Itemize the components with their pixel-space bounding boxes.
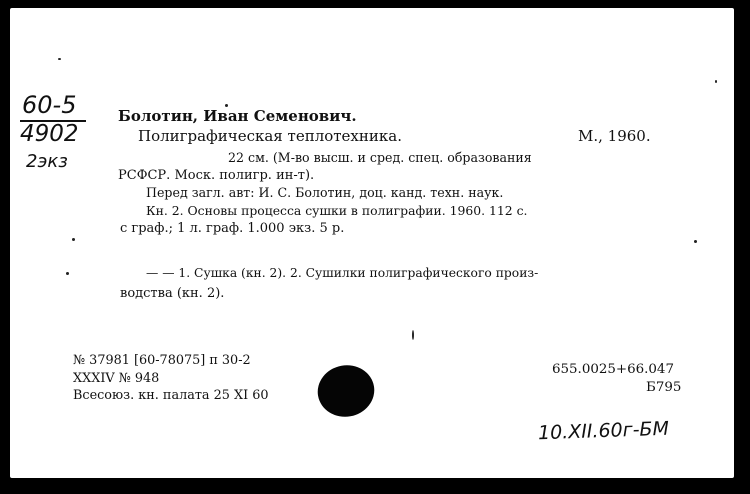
speck — [715, 80, 717, 83]
subject-headings-line-1: — — 1. Сушка (кн. 2). 2. Сушилки полиграфического произ- — [146, 266, 539, 280]
entry-line-3: 22 см. (М-во высш. и сред. спец. образования — [228, 150, 532, 165]
shelfmark-bottom: 4902 — [20, 121, 79, 147]
registration-number: № 37981 [60-78075] п 30-2 — [73, 353, 251, 368]
entry-line-4: РСФСР. Моск. полигр. ин-т). — [118, 168, 315, 183]
series-number: XXXIV № 948 — [73, 371, 160, 386]
entry-line-7: с граф.; 1 л. граф. 1.000 экз. 5 р. — [120, 221, 345, 236]
handwritten-date-note: 10.XII.60г-БМ — [537, 417, 670, 445]
speck — [66, 272, 69, 275]
handwritten-copies-note: 2экз — [26, 151, 68, 172]
entry-line-5: Перед загл. авт: И. С. Болотин, доц. канд. техн. наук. — [146, 185, 504, 200]
chamber-stamp: Всесоюз. кн. палата 25 XI 60 — [73, 388, 269, 403]
shelfmark-top: 60-5 — [22, 91, 77, 119]
entry-line-6: Кн. 2. Основы процесса сушки в полиграфии. 1960. 112 с. — [146, 203, 528, 218]
classification-code: 655.0025+66.047 — [552, 362, 674, 377]
speck — [58, 58, 61, 60]
speck — [72, 238, 75, 241]
speck — [225, 104, 228, 107]
subject-headings-line-2: водства (кн. 2). — [120, 286, 225, 301]
speck — [412, 330, 414, 340]
speck — [694, 240, 697, 243]
author-mark: Б795 — [646, 380, 682, 395]
book-title: Полиграфическая теплотехника. — [138, 127, 402, 145]
author-heading: Болотин, Иван Семенович. — [118, 107, 357, 125]
catalog-card — [10, 8, 734, 478]
place-year: М., 1960. — [578, 127, 651, 145]
